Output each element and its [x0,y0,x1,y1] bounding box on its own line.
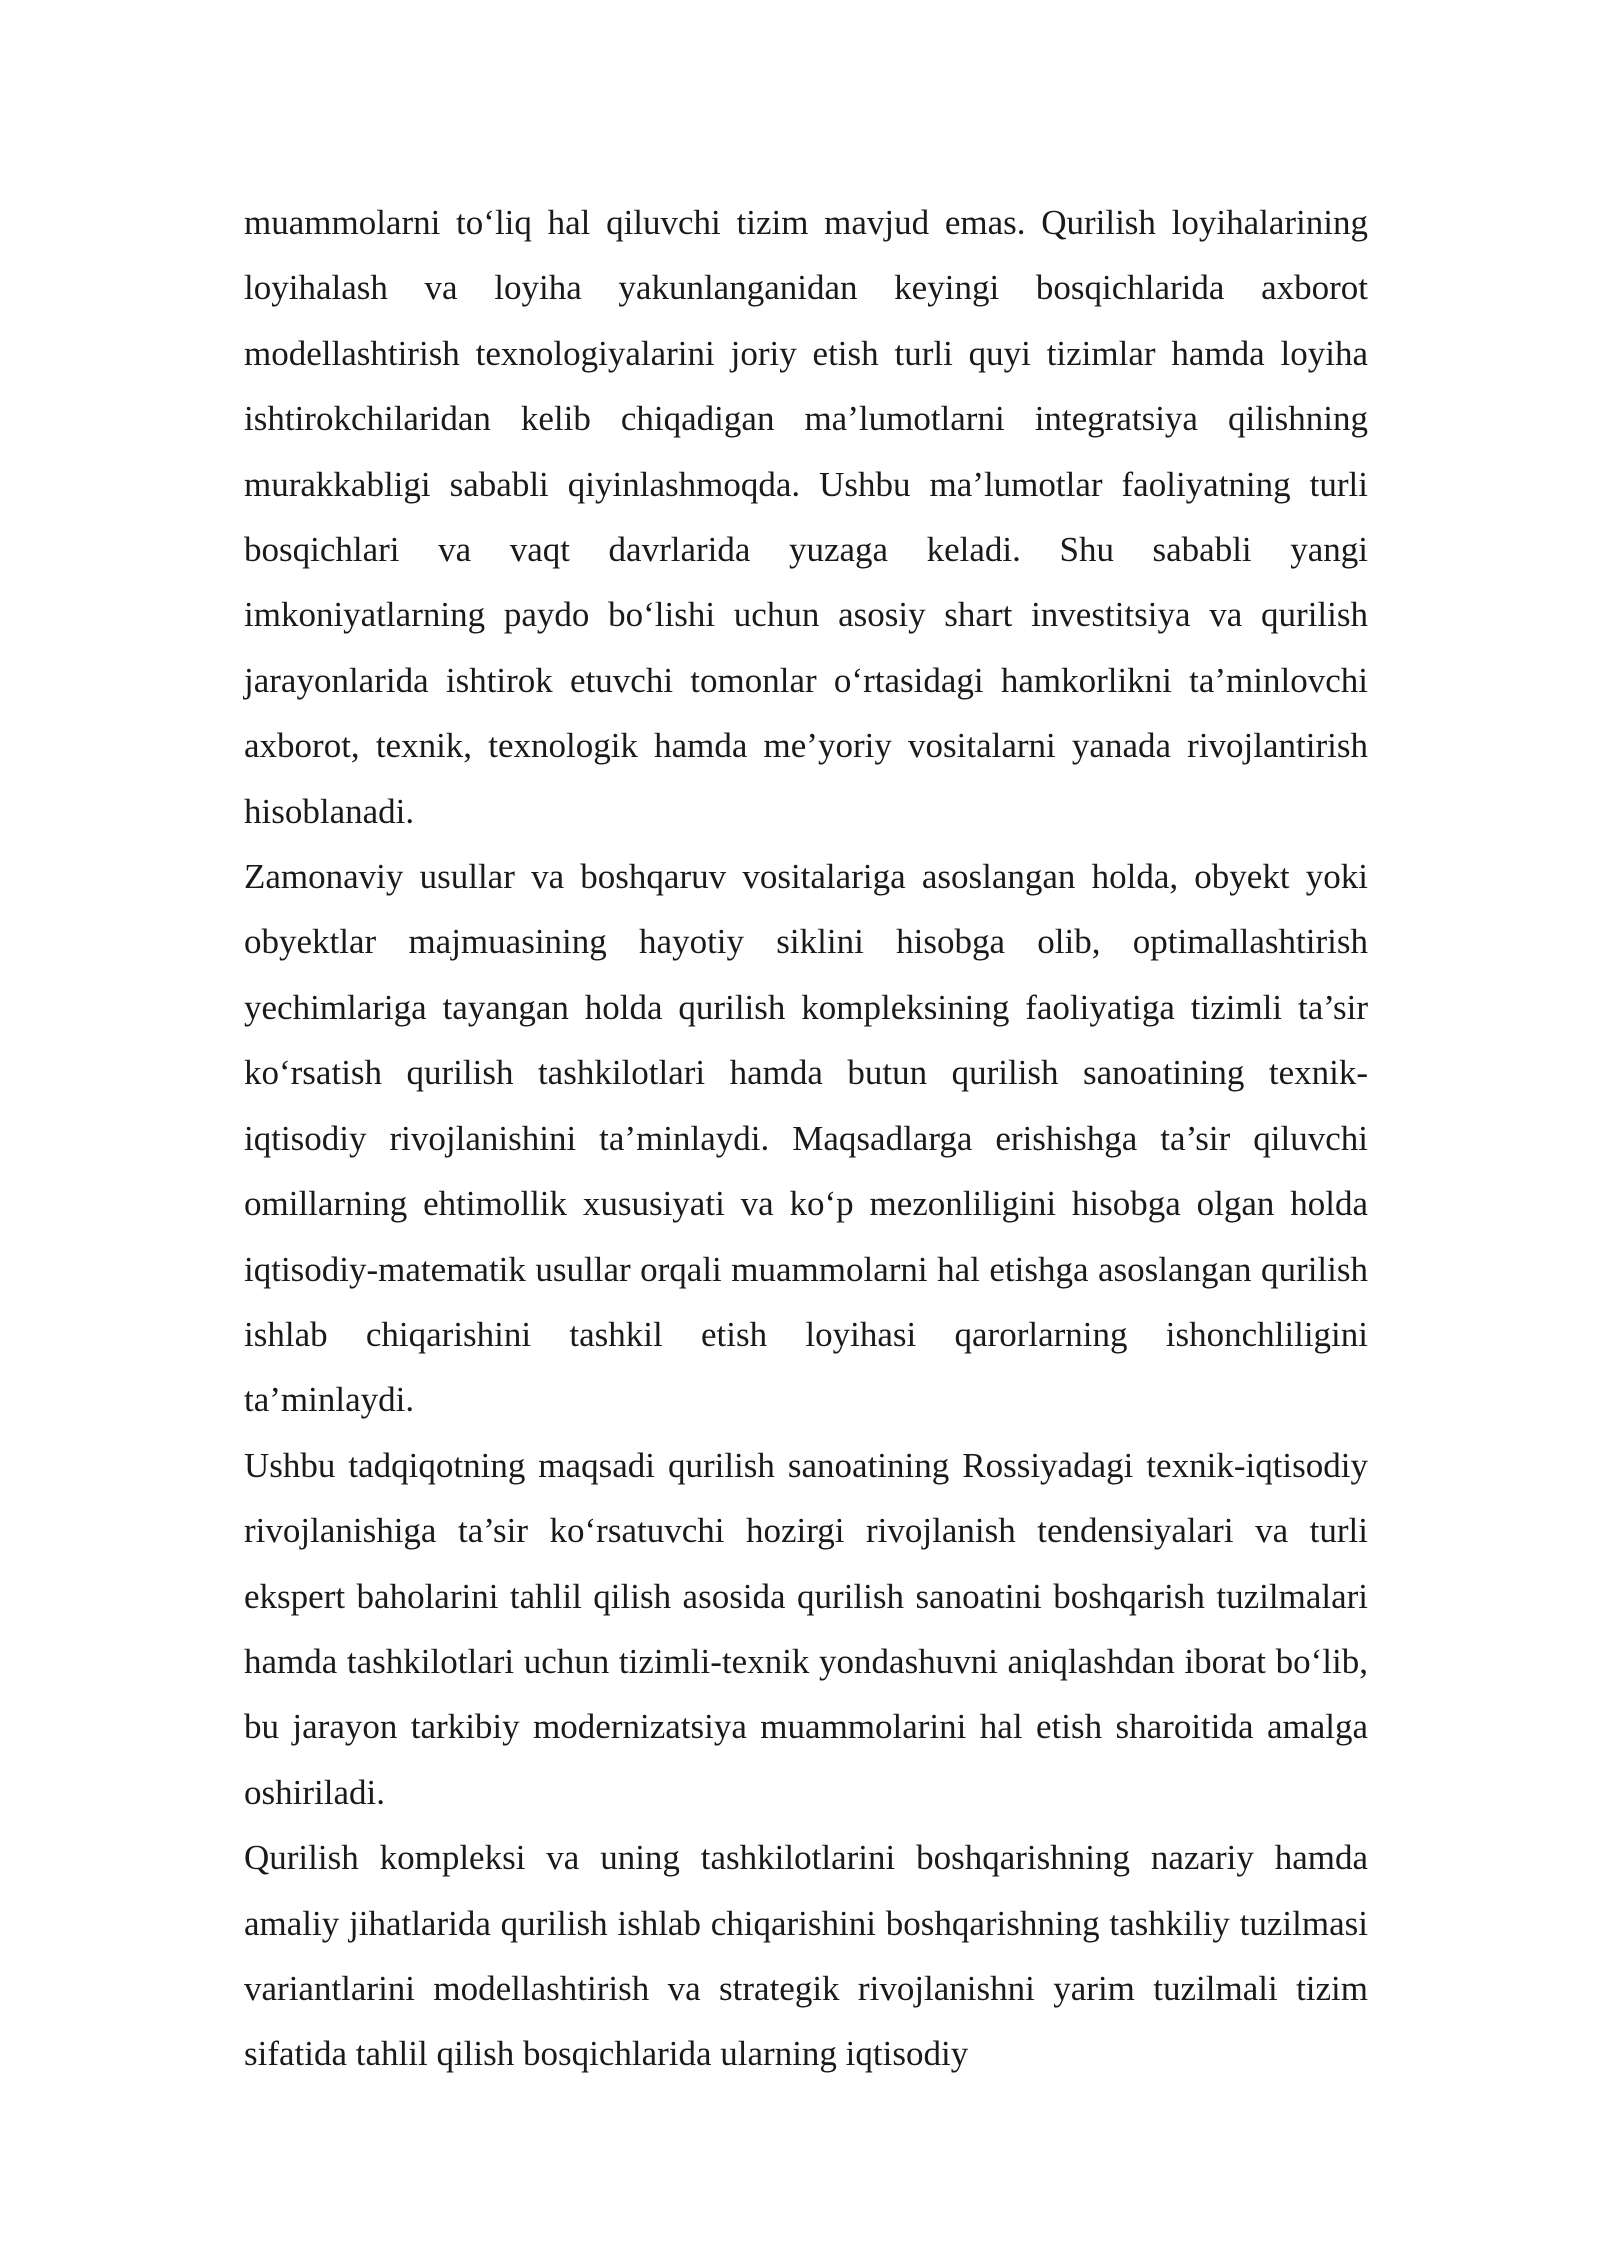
paragraph-1: muammolarni to‘liq hal qiluvchi tizim mavjud emas. Qurilish loyihalarining loyihalash va loyiha yakunlanganidan keyingi bosqichlarida axborot modellashtirish texnologiyalarini joriy etish turli quyi tizimlar hamda loyiha ishtirokchilaridan kelib chiqadigan ma’lumotlarni integratsiya qilishning murakkabligi sababli qiyinlashmoqda. Ushbu ma’lumotlar faoliyatning turli bosqichlari va vaqt davrlarida yuzaga keladi. Shu sababli yangi imkoniyatlarning paydo bo‘lishi uchun asosiy shart investitsiya va qurilish jarayonlarida ishtirok etuvchi tomonlar o‘rtasidagi hamkorlikni ta’minlovchi axborot, texnik, texnologik hamda me’yoriy vositalarni yanada rivojlantirish hisoblanadi. [244,203,1368,831]
document-body [244,190,1368,2087]
paragraph-2: Zamonaviy usullar va boshqaruv vositalariga asoslangan holda, obyekt yoki obyektlar majmuasining hayotiy siklini hisobga olib, optimallashtirish yechimlariga tayangan holda qurilish kompleksining faoliyatiga tizimli ta’sir ko‘rsatish qurilish tashkilotlari hamda butun qurilish sanoatining texnik-iqtisodiy rivojlanishini ta’minlaydi. Maqsadlarga erishishga ta’sir qiluvchi omillarning ehtimollik xususiyati va ko‘p mezonliligini hisobga olgan holda iqtisodiy-matematik usullar orqali muammolarni hal etishga asoslangan qurilish ishlab chiqarishini tashkil etish loyihasi qarorlarning ishonchliligini ta’minlaydi. [244,857,1368,1420]
paragraph-4: Qurilish kompleksi va uning tashkilotlarini boshqarishning nazariy hamda amaliy jihatlarida qurilish ishlab chiqarishini boshqarishning tashkiliy tuzilmasi variantlarini modellashtirish va strategik rivojlanishni yarim tuzilmali tizim sifatida tahlil qilish bosqichlarida ularning iqtisodiy [244,1838,1368,2074]
paragraph-3: Ushbu tadqiqotning maqsadi qurilish sanoatining Rossiyadagi texnik-iqtisodiy rivojlanishiga ta’sir ko‘rsatuvchi hozirgi rivojlanish tendensiyalari va turli ekspert baholarini tahlil qilish asosida qurilish sanoatini boshqarish tuzilmalari hamda tashkilotlari uchun tizimli-texnik yondashuvni aniqlashdan iborat bo‘lib, bu jarayon tarkibiy modernizatsiya muammolarini hal etish sharoitida amalga oshiriladi. [244,1445,1368,1812]
